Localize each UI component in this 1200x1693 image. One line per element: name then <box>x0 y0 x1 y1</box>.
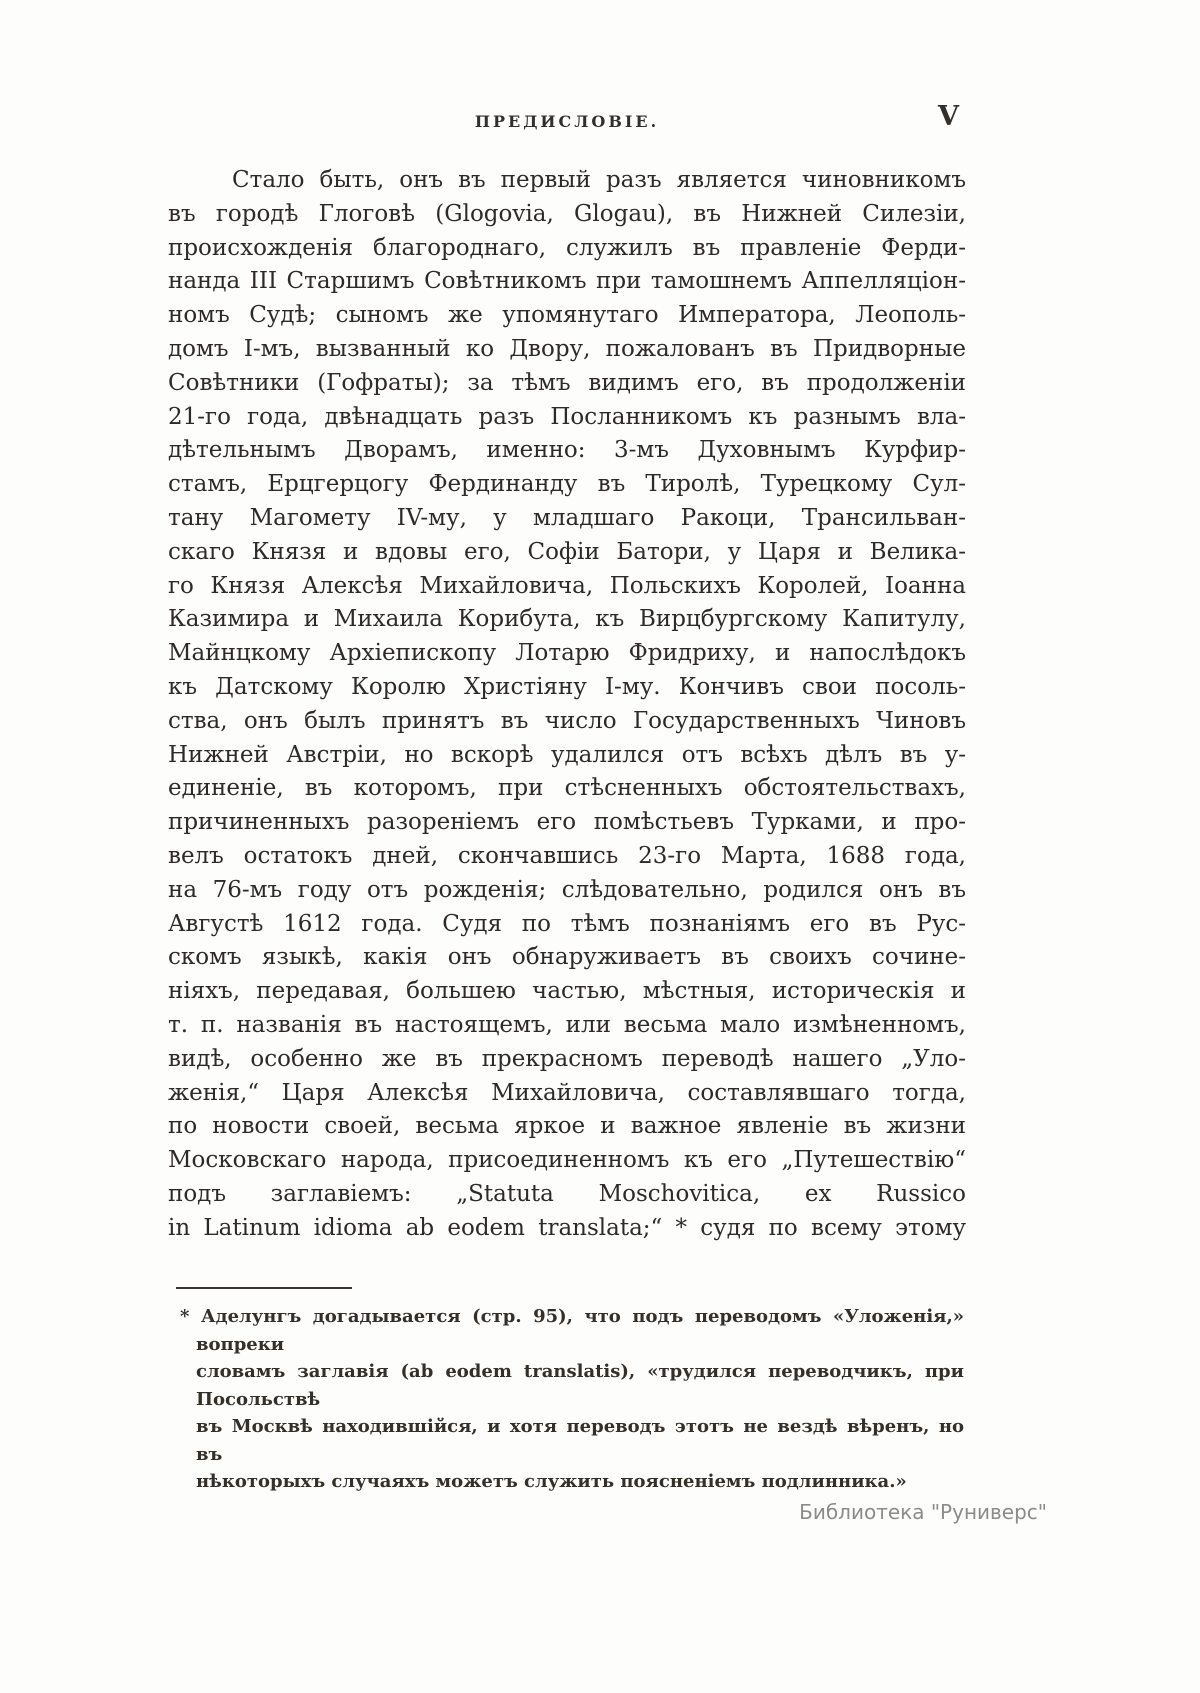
text-line: Совѣтники (Гофраты); за тѣмъ видимъ его, въ продолженіи <box>168 369 966 396</box>
footnote-separator <box>176 1287 352 1289</box>
page-number: V <box>938 101 959 132</box>
text-line: Казимира и Михаила Корибута, къ Вирцбургскому Капитулу, <box>168 606 966 633</box>
text-line: 21-го года, двѣнадцать разъ Посланникомъ къ разнымъ вла- <box>168 403 966 430</box>
text-line: единеніе, въ которомъ, при стѣсненныхъ обстоятельствахъ, <box>168 775 966 802</box>
library-watermark: Библиотека "Руниверс" <box>799 1500 1047 1524</box>
text-line: Нижней Австріи, но вскорѣ удалился отъ всѣхъ дѣлъ въ у- <box>168 741 966 768</box>
text-line: нѣкоторыхъ случаяхъ можетъ служить поясненіемъ подлинника.» <box>196 1471 907 1492</box>
text-line: го Князя Алексѣя Михайловича, Польскихъ Королей, Іоанна <box>168 572 966 599</box>
text-line: дѣтельнымъ Дворамъ, именно: 3-мъ Духовнымъ Курфир- <box>168 437 966 464</box>
text-line: причиненныхъ разореніемъ его помѣстьевъ Турками, и про- <box>168 809 966 836</box>
text-line: Московскаго народа, присоединенномъ къ его „Путешествію“ <box>168 1147 966 1174</box>
text-line: скаго Князя и вдовы его, Софіи Батори, у Царя и Велика- <box>168 538 966 565</box>
text-line: * Аделунгъ догадывается (стр. 95), что подъ переводомъ «Уложенія,» вопреки <box>180 1306 964 1355</box>
text-line: видѣ, особенно же въ прекрасномъ переводѣ нашего „Уло- <box>168 1045 966 1072</box>
text-line: стамъ, Ерцгерцогу Фердинанду въ Тиролѣ, Турецкому Сул- <box>168 471 966 498</box>
text-line: тану Магомету IV-му, у младшаго Ракоци, Трансильван- <box>168 504 966 531</box>
text-line: словамъ заглавія (ab eodem translatis), «трудился переводчикъ, при Посольствѣ <box>196 1361 964 1410</box>
text-line: женія,“ Царя Алексѣя Михайловича, составлявшаго тогда, <box>168 1079 966 1106</box>
running-title: ПРЕДИСЛОВІЕ. <box>474 112 660 131</box>
text-line: на 76-мъ году отъ рожденія; слѣдовательно, родился онъ въ <box>168 876 966 903</box>
text-line: въ Москвѣ находившійся, и хотя переводъ этотъ не вездѣ вѣренъ, но въ <box>196 1416 964 1465</box>
text-line: происхожденія благороднаго, служилъ въ правленіе Ферди- <box>168 234 966 261</box>
text-line: къ Датскому Королю Христіяну I-му. Кончивъ свои посоль- <box>168 673 966 700</box>
text-line: домъ I-мъ, вызванный ко Двору, пожалованъ въ Придворные <box>168 335 966 362</box>
text-line: in Latinum idioma ab eodem translata;“ * судя по всему этому <box>168 1214 966 1241</box>
text-line: нанда III Старшимъ Совѣтникомъ при тамошнемъ Аппелляціон- <box>168 268 966 295</box>
text-line: скомъ языкѣ, какія онъ обнаруживаетъ въ своихъ сочине- <box>168 944 966 971</box>
text-line: по новости своей, весьма яркое и важное явленіе въ жизни <box>168 1113 966 1140</box>
text-line: номъ Судѣ; сыномъ же упомянутаго Императора, Леополь- <box>168 302 966 329</box>
text-line: Майнцкому Архіепископу Лотарю Фридриху, и напослѣдокъ <box>168 640 966 667</box>
text-line: въ городѣ Глоговѣ (Glogovia, Glogau), въ Нижней Силезіи, <box>168 200 966 227</box>
text-line: т. п. названія въ настоящемъ, или весьма мало измѣненномъ, <box>168 1011 966 1038</box>
text-line: ства, онъ былъ принятъ въ число Государственныхъ Чиновъ <box>168 707 966 734</box>
text-line: подъ заглавіемъ: „Statuta Moschovitica, ex Russico <box>168 1180 966 1207</box>
body-paragraph <box>168 164 966 1246</box>
text-line: велъ остатокъ дней, скончавшись 23-го Марта, 1688 года, <box>168 842 966 869</box>
footnote <box>180 1303 964 1496</box>
text-line: ніяхъ, передавая, большею частью, мѣстныя, историческія и <box>168 978 966 1005</box>
text-line: Стало быть, онъ въ первый разъ является чиновникомъ <box>232 167 966 193</box>
text-line: Августѣ 1612 года. Судя по тѣмъ познаніямъ его въ Рус- <box>168 910 966 937</box>
